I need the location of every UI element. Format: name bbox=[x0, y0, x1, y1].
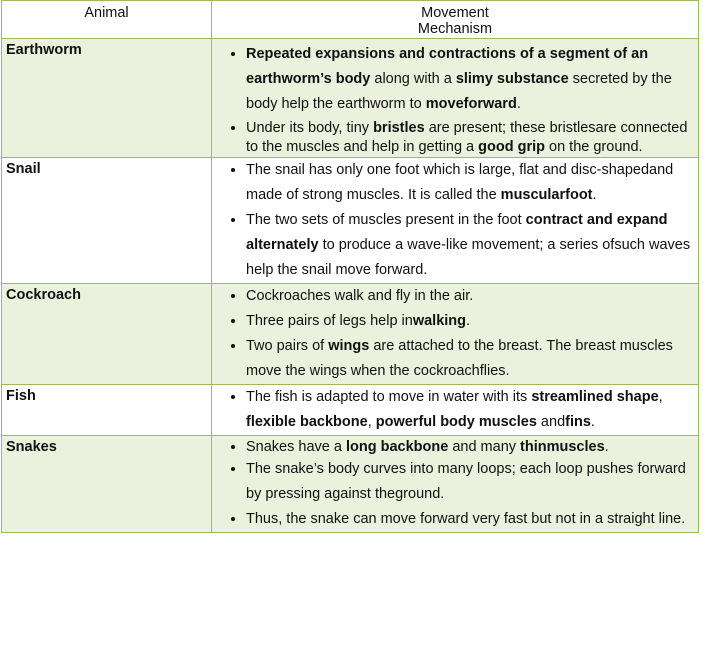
bold-text: long backbone bbox=[345, 439, 449, 455]
text-segment: Thus, the snake can move forward very fast but not in a straight line. bbox=[246, 511, 686, 527]
bullet-list bbox=[222, 385, 692, 435]
bullet-point bbox=[246, 309, 692, 334]
header-animal bbox=[2, 1, 212, 39]
row-snail bbox=[2, 158, 699, 284]
text-segment: The snail has only one foot which is large, flat and disc-shapedand made of strong muscles. It is called the bbox=[246, 162, 674, 203]
bold-text: flexible backbone bbox=[246, 414, 368, 430]
text-segment: Snakes have a bbox=[246, 439, 346, 455]
animal-fish: Fish bbox=[2, 385, 212, 436]
row-earthworm bbox=[2, 39, 699, 158]
bullet-point bbox=[246, 334, 692, 384]
bullet-point bbox=[246, 284, 692, 309]
text-segment: secreted by the body help the earthworm to bbox=[246, 71, 672, 112]
row-fish bbox=[2, 385, 699, 436]
bullet-list bbox=[222, 436, 692, 532]
bullet-point bbox=[246, 436, 692, 457]
bold-text: wings bbox=[328, 338, 370, 354]
bold-text: powerful body muscles bbox=[375, 414, 537, 430]
bold-text: fins bbox=[565, 414, 591, 430]
bold-text: thinmuscles bbox=[520, 439, 605, 455]
mechanism-earthworm bbox=[212, 39, 699, 158]
header-movement-line2: Mechanism bbox=[417, 21, 493, 37]
bold-text: bristles bbox=[373, 120, 425, 136]
text-segment: along with a bbox=[370, 71, 456, 87]
row-snakes bbox=[2, 436, 699, 533]
text-segment: are present; these bristlesare connected to the muscles and help in getting a bbox=[246, 120, 688, 155]
text-segment: on the ground. bbox=[545, 139, 643, 155]
bullet-point bbox=[246, 208, 692, 283]
bullet-list bbox=[222, 39, 692, 157]
animal-snail: Snail bbox=[2, 158, 212, 284]
text-segment: . bbox=[516, 96, 521, 112]
text-segment: . bbox=[604, 439, 609, 455]
bold-text: contract and expand alternately bbox=[246, 212, 668, 253]
bold-text: Repeated expansions and contractions of a segment of an earthworm’s body bbox=[246, 46, 649, 87]
mechanism-cockroach bbox=[212, 284, 699, 385]
animal-snakes: Snakes bbox=[2, 436, 212, 533]
mechanism-snail bbox=[212, 158, 699, 284]
row-cockroach bbox=[2, 284, 699, 385]
mechanism-snakes bbox=[212, 436, 699, 533]
text-segment: . bbox=[590, 414, 595, 430]
text-segment: Two pairs of bbox=[246, 338, 329, 354]
mechanism-fish bbox=[212, 385, 699, 436]
bullet-list bbox=[222, 284, 692, 384]
bullet-point bbox=[246, 117, 692, 157]
bold-text: moveforward bbox=[425, 96, 517, 112]
animal-cockroach: Cockroach bbox=[2, 284, 212, 385]
bullet-point bbox=[246, 39, 692, 117]
bold-text: streamlined shape bbox=[531, 389, 659, 405]
text-segment: , bbox=[658, 389, 663, 405]
bullet-point bbox=[246, 457, 692, 507]
text-segment: The fish is adapted to move in water with its bbox=[246, 389, 532, 405]
bold-text: good grip bbox=[478, 139, 545, 155]
bold-text: walking bbox=[412, 313, 467, 329]
text-segment: and many bbox=[448, 439, 521, 455]
bullet-point bbox=[246, 385, 692, 435]
text-segment: . bbox=[592, 187, 597, 203]
header-movement-line1: Movement bbox=[421, 5, 489, 21]
header-row bbox=[2, 1, 699, 39]
text-segment: Under its body, tiny bbox=[246, 120, 374, 136]
header-animal-label: Animal bbox=[84, 5, 129, 21]
text-segment: , bbox=[367, 414, 376, 430]
bullet-list bbox=[222, 158, 692, 283]
animal-earthworm: Earthworm bbox=[2, 39, 212, 158]
text-segment: Cockroaches walk and fly in the air. bbox=[246, 288, 474, 304]
bold-text: muscularfoot bbox=[500, 187, 593, 203]
text-segment: . bbox=[466, 313, 471, 329]
bullet-point bbox=[246, 507, 692, 532]
text-segment: The snake’s body curves into many loops; each loop pushes forward by pressing against theground. bbox=[246, 461, 686, 502]
text-segment: The two sets of muscles present in the foot bbox=[246, 212, 526, 228]
header-movement bbox=[212, 1, 699, 39]
text-segment: to produce a wave-like movement; a series ofsuch waves help the snail move forward. bbox=[246, 237, 691, 278]
movement-table bbox=[1, 0, 699, 533]
bullet-point bbox=[246, 158, 692, 208]
text-segment: and bbox=[536, 414, 566, 430]
bold-text: slimy substance bbox=[455, 71, 569, 87]
text-segment: Three pairs of legs help in bbox=[246, 313, 413, 329]
text-segment: are attached to the breast. The breast muscles move the wings when the cockroachflies. bbox=[246, 338, 673, 379]
